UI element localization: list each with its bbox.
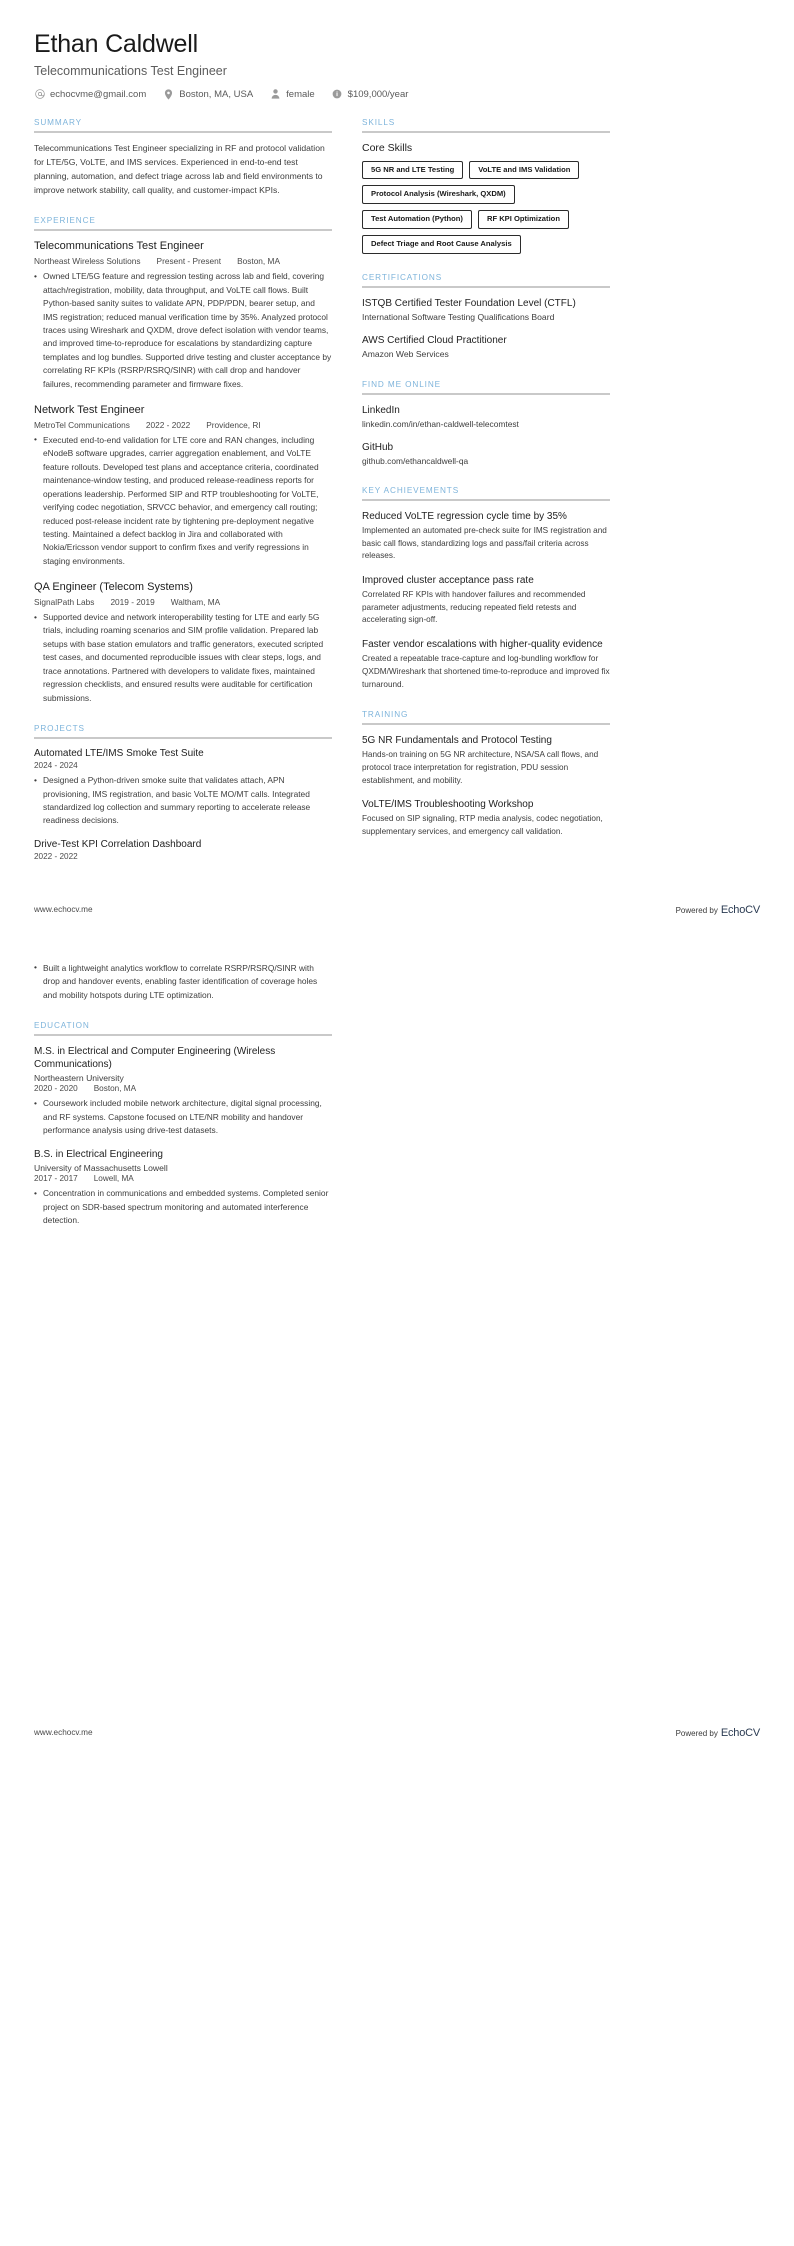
body-columns	[34, 118, 760, 880]
project-title: Automated LTE/IMS Smoke Test Suite	[34, 748, 204, 760]
project-bullet: • Built a lightweight analytics workflow to correlate RSRP/RSRQ/SINR with drop and handover events, enabling faster identification of coverage holes and mobility hotspots during LTE optimization.	[34, 962, 332, 1002]
page-1-sheet	[0, 0, 794, 904]
footer-brand: EchoCV	[720, 903, 760, 916]
education-dates: 2020 - 2020	[34, 1084, 78, 1094]
achievement-description: Correlated RF KPIs with handover failures and recommended parameter adjustments, reducing repeated field retests and accelerating sign-off.	[362, 590, 586, 625]
skill-chip-list	[362, 161, 610, 254]
project-bullets	[34, 774, 332, 828]
certifications-heading: CERTIFICATIONS	[362, 272, 443, 282]
summary-divider	[34, 131, 332, 133]
achievement-item	[362, 574, 610, 627]
education-item	[34, 1045, 332, 1137]
experience-heading: EXPERIENCE	[34, 216, 96, 226]
online-platform-name: GitHub	[362, 441, 394, 453]
education-school: Northeastern University	[34, 1073, 124, 1084]
footer-site-url[interactable]: www.echocv.me	[34, 905, 93, 915]
education-dates: 2017 - 2017	[34, 1174, 78, 1184]
education-degree: M.S. in Electrical and Computer Engineering (Wireless Communications)	[34, 1046, 276, 1071]
job-bullets	[34, 270, 332, 391]
certification-name: ISTQB Certified Tester Foundation Level (CTFL)	[362, 297, 576, 309]
contact-location-value: Boston, MA, USA	[179, 88, 254, 100]
training-description: Hands-on training on 5G NR architecture, NSA/SA call flows, and protocol trace interpretation for registration, PDU session establishment, and mobility.	[362, 750, 599, 785]
education-bullet: • Coursework included mobile network architecture, digital signal processing, and RF systems. Capstone focused on LTE/NR mobility and handover performance analysis using drive-test datasets.	[34, 1097, 332, 1137]
education-heading: EDUCATION	[34, 1021, 90, 1031]
job-company: Northeast Wireless Solutions	[34, 256, 141, 267]
achievement-item	[362, 638, 610, 691]
training-name: VoLTE/IMS Troubleshooting Workshop	[362, 799, 534, 811]
project-item	[34, 748, 332, 828]
achievement-description: Created a repeatable trace-capture and log-bundling workflow for QXDM/Wireshark that shortened time-to-reproduce and improved fix turnaround.	[362, 654, 610, 689]
certification-issuer: Amazon Web Services	[362, 349, 449, 360]
candidate-name: Ethan Caldwell	[34, 30, 198, 58]
page-2-footer	[0, 1727, 794, 1739]
project-bullets	[34, 962, 332, 1002]
job-bullets	[34, 434, 332, 568]
achievement-title: Faster vendor escalations with higher-quality evidence	[362, 639, 603, 651]
job-location: Waltham, MA	[170, 597, 221, 607]
online-profile-url[interactable]: linkedin.com/in/ethan-caldwell-telecomtest	[362, 418, 519, 429]
experience-divider	[34, 229, 332, 231]
contact-salary-value: $109,000/year	[347, 88, 409, 100]
training-description: Focused on SIP signaling, RTP media analysis, codec negotiation, supplementary services, and emergency call validation.	[362, 814, 603, 837]
job-meta	[34, 256, 332, 266]
job-bullets	[34, 611, 332, 705]
achievement-item	[362, 510, 610, 563]
contact-row	[34, 89, 760, 100]
candidate-job-title: Telecommunications Test Engineer	[34, 63, 227, 78]
job-meta	[34, 597, 332, 607]
project-item	[34, 839, 332, 861]
education-bullets	[34, 1097, 332, 1137]
training-item	[362, 798, 610, 838]
project-dates: 2024 - 2024	[34, 761, 78, 771]
skill-chip: RF KPI Optimization	[478, 210, 569, 229]
footer-powered-label: Powered by	[675, 905, 718, 915]
left-column	[34, 118, 332, 880]
skill-group-name: Core Skills	[362, 141, 413, 154]
training-name: 5G NR Fundamentals and Protocol Testing	[362, 735, 552, 747]
bottom-spacer	[0, 1739, 794, 1761]
page-gap	[0, 916, 794, 962]
job-location: Boston, MA	[237, 256, 280, 267]
person-icon	[270, 89, 281, 100]
achievement-title: Improved cluster acceptance pass rate	[362, 575, 534, 587]
education-degree: B.S. in Electrical Engineering	[34, 1149, 163, 1161]
project-title: Drive-Test KPI Correlation Dashboard	[34, 838, 202, 850]
key-achievements-divider	[362, 499, 610, 501]
education-bullets	[34, 1187, 332, 1227]
training-divider	[362, 723, 610, 725]
job-dates: Present - Present	[156, 256, 222, 267]
contact-email-value: echocvme@gmail.com	[50, 88, 147, 100]
skill-chip: Test Automation (Python)	[362, 210, 472, 229]
contact-gender-value: female	[286, 88, 315, 100]
job-meta	[34, 420, 332, 430]
section-projects	[34, 724, 332, 861]
certification-item	[362, 297, 610, 323]
experience-item	[34, 581, 332, 705]
find-me-online-heading: FIND ME ONLINE	[362, 379, 442, 389]
project-dates: 2022 - 2022	[34, 851, 78, 861]
online-platform-name: LinkedIn	[362, 404, 400, 416]
education-meta	[34, 1174, 332, 1183]
page-1-footer	[0, 904, 794, 916]
job-bullet: • Supported device and network interoperability testing for LTE and early 5G trials, including roaming scenarios and SIM profile validation. Prepared lab setups with base station emulators and traffic generators, executed scripted test cases, and documented reproducible issues with clear steps, logs, and trace annotations. Partnered with developers to validate fixes, maintained regression checklists, and ensured results were auditable for certification submissions.	[34, 611, 332, 705]
certification-issuer: International Software Testing Qualifications Board	[362, 311, 555, 322]
education-divider	[34, 1034, 332, 1036]
right-column	[362, 118, 610, 858]
education-school: University of Massachusetts Lowell	[34, 1163, 168, 1174]
job-title: Network Test Engineer	[34, 404, 145, 417]
education-item	[34, 1148, 332, 1227]
skill-chip: 5G NR and LTE Testing	[362, 161, 463, 180]
job-dates: 2019 - 2019	[110, 597, 155, 607]
job-dates: 2022 - 2022	[145, 419, 191, 430]
summary-text: Telecommunications Test Engineer specializing in RF and protocol validation for LTE/5G, VoLTE, and IMS services. Experienced in end-to-end test planning, automation, and defect triage across lab and field environments to improve network stability, call quality, and customer-impact KPIs.	[34, 142, 325, 195]
education-location: Lowell, MA	[93, 1174, 134, 1184]
job-title: QA Engineer (Telecom Systems)	[34, 581, 193, 594]
key-achievements-heading: KEY ACHIEVEMENTS	[362, 485, 460, 495]
footer-site-url[interactable]: www.echocv.me	[34, 1728, 93, 1738]
job-company: SignalPath Labs	[34, 597, 95, 607]
skills-divider	[362, 131, 610, 133]
footer-powered-by	[676, 1727, 760, 1739]
experience-item	[34, 240, 332, 391]
section-key-achievements	[362, 486, 610, 691]
contact-location	[163, 89, 253, 100]
projects-heading: PROJECTS	[34, 724, 85, 734]
section-summary	[34, 118, 332, 198]
skill-chip: VoLTE and IMS Validation	[469, 161, 579, 180]
skill-chip: Protocol Analysis (Wireshark, QXDM)	[362, 185, 515, 204]
skill-chip: Defect Triage and Root Cause Analysis	[362, 235, 521, 254]
education-bullet: • Concentration in communications and embedded systems. Completed senior project on SDR-based spectrum monitoring and automated interference detection.	[34, 1187, 332, 1227]
projects-divider	[34, 737, 332, 739]
page-2-whitespace	[0, 1247, 794, 1727]
education-location: Boston, MA	[93, 1084, 137, 1094]
online-profile-url[interactable]: github.com/ethancaldwell-qa	[362, 455, 469, 466]
page-2-columns	[34, 962, 760, 1247]
section-education	[34, 1021, 332, 1228]
email-icon	[34, 89, 45, 100]
contact-email[interactable]	[34, 89, 146, 100]
project-continuation	[34, 962, 332, 1002]
section-certifications	[362, 273, 610, 361]
job-company: MetroTel Communications	[34, 419, 130, 430]
training-heading: TRAINING	[362, 710, 409, 720]
training-item	[362, 734, 610, 787]
page-2-left-column	[34, 962, 332, 1247]
section-training	[362, 710, 610, 839]
location-icon	[163, 89, 174, 100]
footer-powered-by	[676, 904, 760, 916]
section-experience	[34, 216, 332, 705]
salary-icon	[332, 89, 343, 100]
footer-brand: EchoCV	[720, 1726, 760, 1739]
section-skills	[362, 118, 610, 254]
job-bullet: • Owned LTE/5G feature and regression testing across lab and field, covering attach/registration, mobility, data throughput, and VoLTE call flows. Built Python-based sanity suites to validate APN, PDP/PDN, bearer setup, and IMS registration; reduced manual verification time by 35%. Analyzed protocol traces using Wireshark and QXDM, drove defect isolation with vendor teams, and improved time-to-reproduce for escalations by standardizing capture templates and log bundles. Supported drive testing and cluster acceptance by correlating RF KPIs (RSRP/RSRQ/SINR) with call drop and handover failures, recommending parameter and firmware fixes.	[34, 270, 332, 391]
online-profile-item	[362, 441, 610, 467]
page-2-sheet	[0, 962, 794, 1247]
online-profile-item	[362, 404, 610, 430]
certifications-divider	[362, 286, 610, 288]
job-bullet: • Executed end-to-end validation for LTE core and RAN changes, including eNodeB software upgrades, carrier aggregation enablement, and VoLTE feature rollouts. Developed test plans and acceptance criteria, coordinated maintenance-window testing, and produced release-readiness reports for operations leadership. Performed SIP and RTP troubleshooting for VoLTE, verifying codec negotiation, SRVCC behavior, and emergency call routing; reduced post-release incident rate by tightening pre-deployment negative testing. Maintained a defect backlog in Jira and collaborated with Nokia/Ericsson vendor support to confirm fixes and verify regressions in staging environments.	[34, 434, 332, 568]
summary-heading: SUMMARY	[34, 117, 83, 127]
achievement-description: Implemented an automated pre-check suite for IMS registration and basic call flows, standardizing logs and pass/fail criteria across releases.	[362, 525, 607, 561]
section-find-me-online	[362, 380, 610, 467]
find-me-online-divider	[362, 393, 610, 395]
achievement-title: Reduced VoLTE regression cycle time by 35%	[362, 510, 567, 522]
certification-name: AWS Certified Cloud Practitioner	[362, 335, 507, 347]
education-meta	[34, 1084, 332, 1093]
contact-gender	[270, 89, 315, 100]
resume-header	[34, 0, 760, 100]
contact-salary	[332, 89, 409, 100]
job-title: Telecommunications Test Engineer	[34, 240, 204, 253]
certification-item	[362, 334, 610, 360]
experience-item	[34, 404, 332, 568]
footer-powered-label: Powered by	[675, 1728, 718, 1738]
skills-heading: SKILLS	[362, 117, 396, 127]
job-location: Providence, RI	[206, 419, 261, 430]
project-bullet: • Designed a Python-driven smoke suite that validates attach, APN provisioning, IMS registration, and basic VoLTE MO/MT calls. Integrated standardized log collection and summary reporting to accelerate release readiness decisions.	[34, 774, 332, 828]
